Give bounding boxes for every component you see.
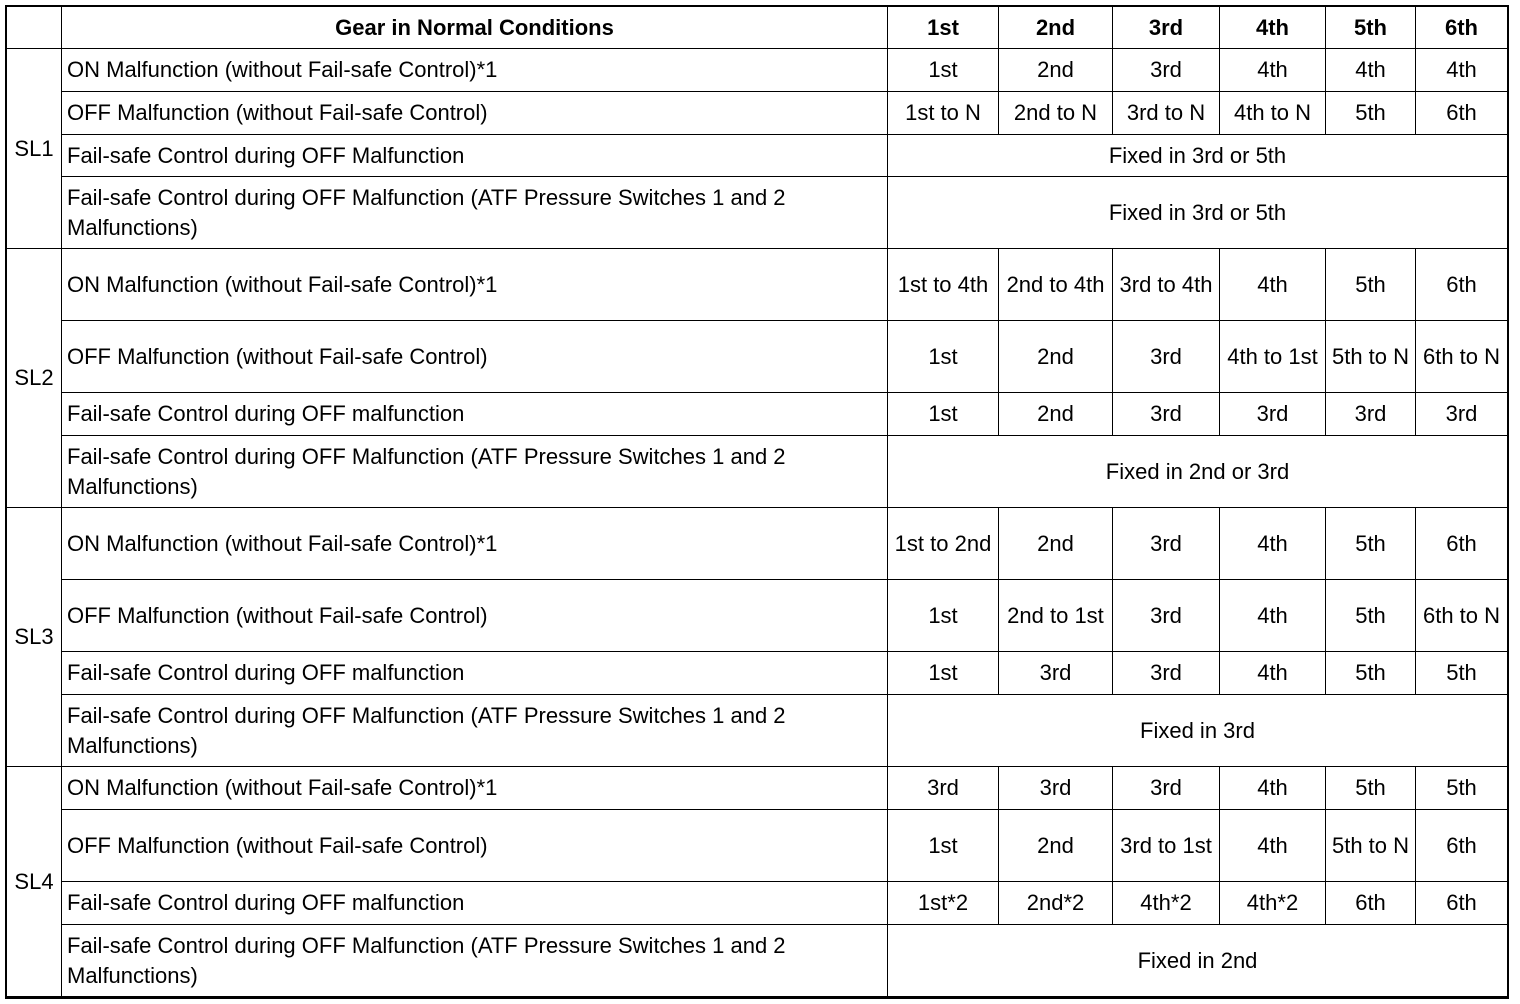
table-row [7, 767, 1508, 810]
gear-cell: 5th [1326, 652, 1416, 695]
gear-cell: 5th to N [1326, 321, 1416, 393]
solenoid-label-sl3: SL3 [7, 508, 62, 767]
gear-cell: 3rd [1113, 508, 1220, 580]
gear-cell: 1st [888, 652, 999, 695]
gear-cell: 3rd to 1st [1113, 810, 1220, 882]
gear-cell: 1st [888, 810, 999, 882]
gear-cell: 1st [888, 393, 999, 436]
condition-label: Fail-safe Control during OFF malfunction [62, 393, 888, 436]
merged-gear-cell: Fixed in 2nd or 3rd [888, 436, 1508, 508]
gear-cell: 5th to N [1326, 810, 1416, 882]
gear-cell: 4th*2 [1113, 882, 1220, 925]
gear-cell: 3rd [1113, 393, 1220, 436]
header-condition: Gear in Normal Conditions [62, 7, 888, 49]
gear-cell: 6th [1416, 810, 1508, 882]
gear-cell: 3rd to 4th [1113, 249, 1220, 321]
condition-label: ON Malfunction (without Fail-safe Control)*1 [62, 49, 888, 92]
table-row [7, 925, 1508, 997]
header-gear-6th: 6th [1416, 7, 1508, 49]
gear-cell: 2nd to N [999, 92, 1113, 135]
table-row [7, 580, 1508, 652]
gear-cell: 2nd [999, 321, 1113, 393]
gear-cell: 3rd [1416, 393, 1508, 436]
table-row [7, 652, 1508, 695]
table-row [7, 321, 1508, 393]
table-row [7, 695, 1508, 767]
gear-cell: 1st to 2nd [888, 508, 999, 580]
gear-cell: 6th [1416, 92, 1508, 135]
gear-cell: 3rd [1113, 321, 1220, 393]
table-row [7, 882, 1508, 925]
header-row [7, 7, 1508, 49]
condition-label: Fail-safe Control during OFF Malfunction (ATF Pressure Switches 1 and 2 Malfunctions) [62, 925, 888, 997]
gear-cell: 4th [1220, 652, 1326, 695]
gear-cell: 3rd [1113, 49, 1220, 92]
gear-cell: 3rd [999, 767, 1113, 810]
solenoid-label-sl4: SL4 [7, 767, 62, 997]
header-gear-3rd: 3rd [1113, 7, 1220, 49]
merged-gear-cell: Fixed in 3rd [888, 695, 1508, 767]
gear-cell: 3rd [1113, 652, 1220, 695]
gear-cell: 1st [888, 321, 999, 393]
gear-cell: 4th [1220, 580, 1326, 652]
gear-cell: 4th [1220, 810, 1326, 882]
gear-cell: 4th [1326, 49, 1416, 92]
gear-cell: 1st to 4th [888, 249, 999, 321]
table-row [7, 49, 1508, 92]
gear-cell: 4th [1220, 767, 1326, 810]
gear-cell: 6th to N [1416, 580, 1508, 652]
condition-label: Fail-safe Control during OFF Malfunction (ATF Pressure Switches 1 and 2 Malfunctions) [62, 436, 888, 508]
gear-cell: 2nd to 1st [999, 580, 1113, 652]
condition-label: OFF Malfunction (without Fail-safe Control) [62, 321, 888, 393]
gear-cell: 6th [1326, 882, 1416, 925]
condition-label: Fail-safe Control during OFF Malfunction [62, 135, 888, 177]
gear-cell: 4th*2 [1220, 882, 1326, 925]
condition-label: ON Malfunction (without Fail-safe Control)*1 [62, 508, 888, 580]
gear-cell: 2nd*2 [999, 882, 1113, 925]
gear-malfunction-table [6, 6, 1508, 997]
gear-cell: 5th [1416, 767, 1508, 810]
solenoid-label-sl1: SL1 [7, 49, 62, 249]
gear-cell: 6th to N [1416, 321, 1508, 393]
header-gear-4th: 4th [1220, 7, 1326, 49]
table-row [7, 810, 1508, 882]
gear-cell: 5th [1326, 249, 1416, 321]
gear-cell: 5th [1326, 767, 1416, 810]
gear-cell: 6th [1416, 508, 1508, 580]
merged-gear-cell: Fixed in 3rd or 5th [888, 177, 1508, 249]
solenoid-label-sl2: SL2 [7, 249, 62, 508]
header-gear-1st: 1st [888, 7, 999, 49]
gear-cell: 3rd [888, 767, 999, 810]
merged-gear-cell: Fixed in 3rd or 5th [888, 135, 1508, 177]
gear-cell: 2nd [999, 508, 1113, 580]
gear-cell: 2nd to 4th [999, 249, 1113, 321]
gear-cell: 4th [1416, 49, 1508, 92]
gear-cell: 3rd [1326, 393, 1416, 436]
header-corner-cell [7, 7, 62, 49]
gear-cell: 3rd to N [1113, 92, 1220, 135]
gear-cell: 1st [888, 580, 999, 652]
gear-cell: 4th [1220, 49, 1326, 92]
gear-cell: 3rd [1113, 580, 1220, 652]
gear-cell: 5th [1326, 92, 1416, 135]
gear-cell: 6th [1416, 882, 1508, 925]
condition-label: Fail-safe Control during OFF Malfunction (ATF Pressure Switches 1 and 2 Malfunctions) [62, 695, 888, 767]
gear-cell: 2nd [999, 393, 1113, 436]
gear-cell: 6th [1416, 249, 1508, 321]
gear-cell: 1st to N [888, 92, 999, 135]
gear-cell: 2nd [999, 810, 1113, 882]
condition-label: ON Malfunction (without Fail-safe Control)*1 [62, 249, 888, 321]
table-row [7, 135, 1508, 177]
gear-cell: 4th [1220, 249, 1326, 321]
header-gear-5th: 5th [1326, 7, 1416, 49]
gear-cell: 5th [1326, 508, 1416, 580]
condition-label: ON Malfunction (without Fail-safe Control)*1 [62, 767, 888, 810]
merged-gear-cell: Fixed in 2nd [888, 925, 1508, 997]
table-row [7, 177, 1508, 249]
gear-cell: 3rd [1220, 393, 1326, 436]
gear-cell: 5th [1416, 652, 1508, 695]
condition-label: OFF Malfunction (without Fail-safe Control) [62, 580, 888, 652]
table-row [7, 436, 1508, 508]
condition-label: Fail-safe Control during OFF malfunction [62, 652, 888, 695]
gear-cell: 3rd [1113, 767, 1220, 810]
condition-label: OFF Malfunction (without Fail-safe Control) [62, 810, 888, 882]
table-row [7, 393, 1508, 436]
gear-cell: 4th to N [1220, 92, 1326, 135]
gear-cell: 5th [1326, 580, 1416, 652]
table-row [7, 508, 1508, 580]
table-row [7, 249, 1508, 321]
condition-label: OFF Malfunction (without Fail-safe Control) [62, 92, 888, 135]
header-gear-2nd: 2nd [999, 7, 1113, 49]
gear-cell: 4th to 1st [1220, 321, 1326, 393]
gear-cell: 1st [888, 49, 999, 92]
table-row [7, 92, 1508, 135]
condition-label: Fail-safe Control during OFF malfunction [62, 882, 888, 925]
gear-cell: 3rd [999, 652, 1113, 695]
gear-cell: 1st*2 [888, 882, 999, 925]
condition-label: Fail-safe Control during OFF Malfunction (ATF Pressure Switches 1 and 2 Malfunctions) [62, 177, 888, 249]
gear-cell: 2nd [999, 49, 1113, 92]
gear-cell: 4th [1220, 508, 1326, 580]
